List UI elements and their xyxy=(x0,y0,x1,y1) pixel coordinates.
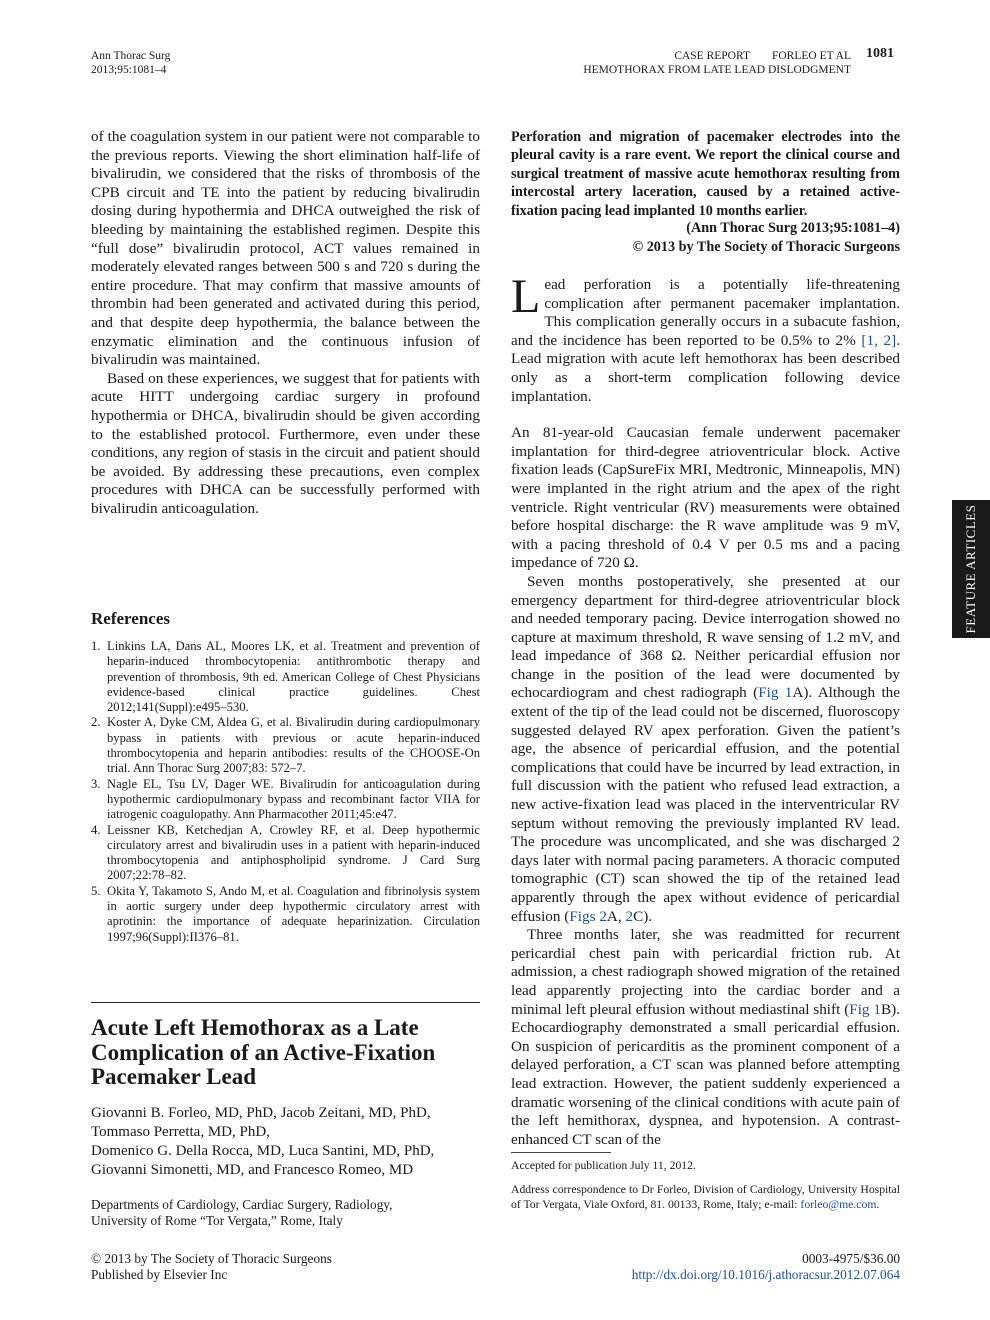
reference-number: 5. xyxy=(91,883,101,898)
reference-item xyxy=(91,715,480,776)
side-tab-label: FEATURE ARTICLES xyxy=(963,504,978,634)
abstract-citation: (Ann Thorac Surg 2013;95:1081–4) xyxy=(686,220,900,236)
reference-text: Linkins LA, Dans AL, Moores LK, et al. Treatment and prevention of heparin-induced thrombocytopenia: antithrombotic therapy and prevention of thrombosis, 9th ed. American College of Chest Physicians evidence-based clinical practice guidelines. Chest 2012;141(Suppl):e495–530. xyxy=(107,639,480,715)
section-label: CASE REPORT xyxy=(674,50,750,62)
reference-text: Leissner KB, Ketchedjan A, Crowley RF, et al. Deep hypothermic circulatory arrest and bivalirudin uses in a patient with heparin-induced thrombocytopenia and antiphospholipid syndrome. J Card Surg 2007;22:78–82. xyxy=(107,822,480,883)
reference-item xyxy=(91,884,480,945)
author-line: Giovanni Simonetti, MD, and Francesco Romeo, MD xyxy=(91,1162,414,1178)
right-column xyxy=(511,270,900,1149)
footnote-address: Address correspondence to Dr Forleo, Division of Cardiology, University Hospital of Tor Vergata, Viale Oxford, 81. 00133, Rome, Italy; e-mail: forleo@me.com. xyxy=(511,1183,900,1211)
reference-item xyxy=(91,823,480,884)
reference-number: 2. xyxy=(91,715,101,730)
author-line: Tommaso Perretta, MD, PhD, xyxy=(91,1124,270,1140)
intro-paragraph: Lead perforation is a potentially life-threatening complication after permanent pacemaker implantation. This complication generally occurs in a subacute fashion, and the incidence has been reported to be 0.5% to 2% [1, 2]. Lead migration with acute left hemothorax has been described only as a short-term complication following device implantation. xyxy=(511,270,900,405)
reference-list xyxy=(91,639,480,945)
affiliation-line: Departments of Cardiology, Cardiac Surgery, Radiology, xyxy=(91,1197,393,1212)
page-number: 1081 xyxy=(866,46,894,61)
affiliation-line: University of Rome “Tor Vergata,” Rome, Italy xyxy=(91,1212,343,1228)
footer-issn: 0003-4975/$36.00 xyxy=(802,1251,900,1266)
abstract: Perforation and migration of pacemaker electrodes into the pleural cavity is a rare event. We report the clinical course and surgical treatment of massive acute hemothorax resulting from intercostal artery laceration, caused by a retained active-fixation pacing lead implanted 10 months earlier. xyxy=(511,129,900,219)
footnote-divider xyxy=(511,1152,611,1153)
reference-text: Nagle EL, Tsu LV, Dager WE. Bivalirudin for anticoagulation during hypothermic cardiopulmonary bypass and recombinant factor VIIA for iatrogenic coagulopathy. Ann Pharmacother 2011;45:e47. xyxy=(107,776,480,822)
abstract-copyright: © 2013 by The Society of Thoracic Surgeons xyxy=(632,239,900,255)
section-side-tab xyxy=(952,500,990,638)
article-divider xyxy=(91,1002,480,1003)
reference-number: 1. xyxy=(91,639,101,653)
journal-name: Ann Thorac Surg xyxy=(91,50,171,62)
footer-right xyxy=(500,1251,900,1283)
running-title: HEMOTHORAX FROM LATE LEAD DISLODGMENT xyxy=(583,64,851,76)
reference-text: Koster A, Dyke CM, Aldea G, et al. Bivalirudin during cardiopulmonary bypass in patients with previous or acute heparin-induced thrombocytopenia and heparin antibodies: results of the CHOOSE-On trial. Ann Thorac Surg 2007;83: 572–7. xyxy=(107,715,480,776)
left-column xyxy=(91,128,480,518)
case-paragraph: An 81-year-old Caucasian female underwent pacemaker implantation for third-degree atrioventricular block. Active fixation leads (CapSureFix MRI, Medtronic, Minneapolis, MN) were implanted in the right atrium and the apex of the right ventricle. Right ventricular (RV) measurements were obtained before hospital discharge: the R wave amplitude was 9 mV, with a pacing threshold of 0.4 V per 0.5 ms and a pacing impedance of 720 Ω. xyxy=(511,424,900,572)
references-heading: References xyxy=(91,609,170,628)
footer-copyright: © 2013 by The Society of Thoracic Surgeons xyxy=(91,1251,332,1266)
reference-number: 4. xyxy=(91,822,101,837)
article-title: Acute Left Hemothorax as a Late Complication of an Active-Fixation Pacemaker Lead xyxy=(91,1015,436,1089)
author-list xyxy=(91,1104,480,1180)
reference-item xyxy=(91,639,480,715)
drop-cap: L xyxy=(511,270,541,323)
case-paragraph: Three months later, she was readmitted for recurrent pericardial chest pain with pericardial friction rub. At admission, a chest radiograph showed migration of the retained lead apparently projecting into the cardiac border and a minimal left pleural effusion without mediastinal shift (Fig 1B). Echocardiography demonstrated a small pericardial effusion. On suspicion of pericarditis as the prominent component of a delayed perforation, a CT scan was planned before attempting lead extraction. However, the patient suddenly experienced a dramatic worsening of the clinical conditions with acute pain of the left hemithorax, dyspnea, and hypotension. A contrast-enhanced CT scan of the xyxy=(511,926,900,1148)
body-paragraph: of the coagulation system in our patient were not comparable to the previous reports. Viewing the short elimination half-life of bivalirudin, we considered that the risks of thrombosis of the CPB circuit and TE into the patient by reducing bivalirudin dosing during hypothermia and DHCA outweighed the risk of bleeding by maintaining the established regimen. Despite this “full dose” bivalirudin protocol, ACT values remained in moderately elevated ranges between 500 s and 720 s during the entire procedure. That may confirm that massive amounts of thrombin had been generated and activated during this period, and that despite deep hypothermia, the balance between the enzymatic elimination and the continuous infusion of bivalirudin was maintained. xyxy=(91,128,480,369)
affiliation xyxy=(91,1197,480,1228)
body-paragraph: Based on these experiences, we suggest that for patients with acute HITT undergoing cardiac surgery in profound hypothermia or DHCA, bivalirudin should be given according to the established protocol. Furthermore, even under these conditions, any region of stasis in the circuit and patient should be avoided. By addressing these precautions, even complex procedures with DHCA can be successfully performed with bivalirudin anticoagulation. xyxy=(91,369,480,517)
figure-link[interactable]: Fig 1 xyxy=(758,684,793,702)
running-header-right xyxy=(500,49,851,77)
email-link[interactable]: forleo@me.com xyxy=(800,1198,877,1211)
footer-left xyxy=(91,1251,332,1283)
author-line: Domenico G. Della Rocca, MD, Luca Santini, MD, PhD, xyxy=(91,1143,435,1159)
running-header-left xyxy=(91,49,170,77)
reference-text: Okita Y, Takamoto S, Ando M, et al. Coagulation and fibrinolysis system in aortic surgery under deep hypothermic circulatory arrest with aprotinin: the importance of adequate heparinization. Circulation 1997;96(Suppl):II376–81. xyxy=(107,883,480,944)
footer-publisher: Published by Elsevier Inc xyxy=(91,1267,228,1282)
doi-link[interactable]: http://dx.doi.org/10.1016/j.athoracsur.2012.07.064 xyxy=(631,1267,900,1282)
figure-link[interactable]: Figs 2 xyxy=(569,907,607,925)
figure-link[interactable]: 2 xyxy=(625,907,634,925)
reference-number: 3. xyxy=(91,776,101,791)
reference-link[interactable]: [1, 2] xyxy=(861,331,897,349)
figure-link[interactable]: Fig 1 xyxy=(849,1000,882,1018)
header-authors: FORLEO ET AL xyxy=(771,50,851,62)
author-line: Giovanni B. Forleo, MD, PhD, Jacob Zeitani, MD, PhD, xyxy=(91,1105,431,1121)
footnote-accepted: Accepted for publication July 11, 2012. xyxy=(511,1159,696,1172)
reference-item xyxy=(91,777,480,823)
case-paragraph: Seven months postoperatively, she presented at our emergency department for third-degree atrioventricular block and needed temporary pacing. Device interrogation showed no capture at maximum threshold, R wave sensing of 1.2 mV, and lead impedance of 368 Ω. Neither pericardial effusion nor change in the position of the lead were documented by echocardiogram and chest radiograph (Fig 1A). Although the extent of the tip of the lead could not be discerned, fluoroscopy suggested delayed RV apex perforation. Given the patient’s age, the absence of pericardial effusion, and the potential complications that could have be incurred by lead extraction, in full discussion with the patient who refused lead extraction, a new active-fixation lead was placed in the interventricular RV septum without removing the previously implanted RV lead. The procedure was uncomplicated, and she was discharged 2 days later with normal pacing parameters. A thoracic computed tomographic (CT) scan showed the tip of the retained lead apparently through the apex without evidence of pericardial effusion (Figs 2A, 2C). xyxy=(511,572,900,925)
journal-volume: 2013;95:1081–4 xyxy=(91,64,167,76)
